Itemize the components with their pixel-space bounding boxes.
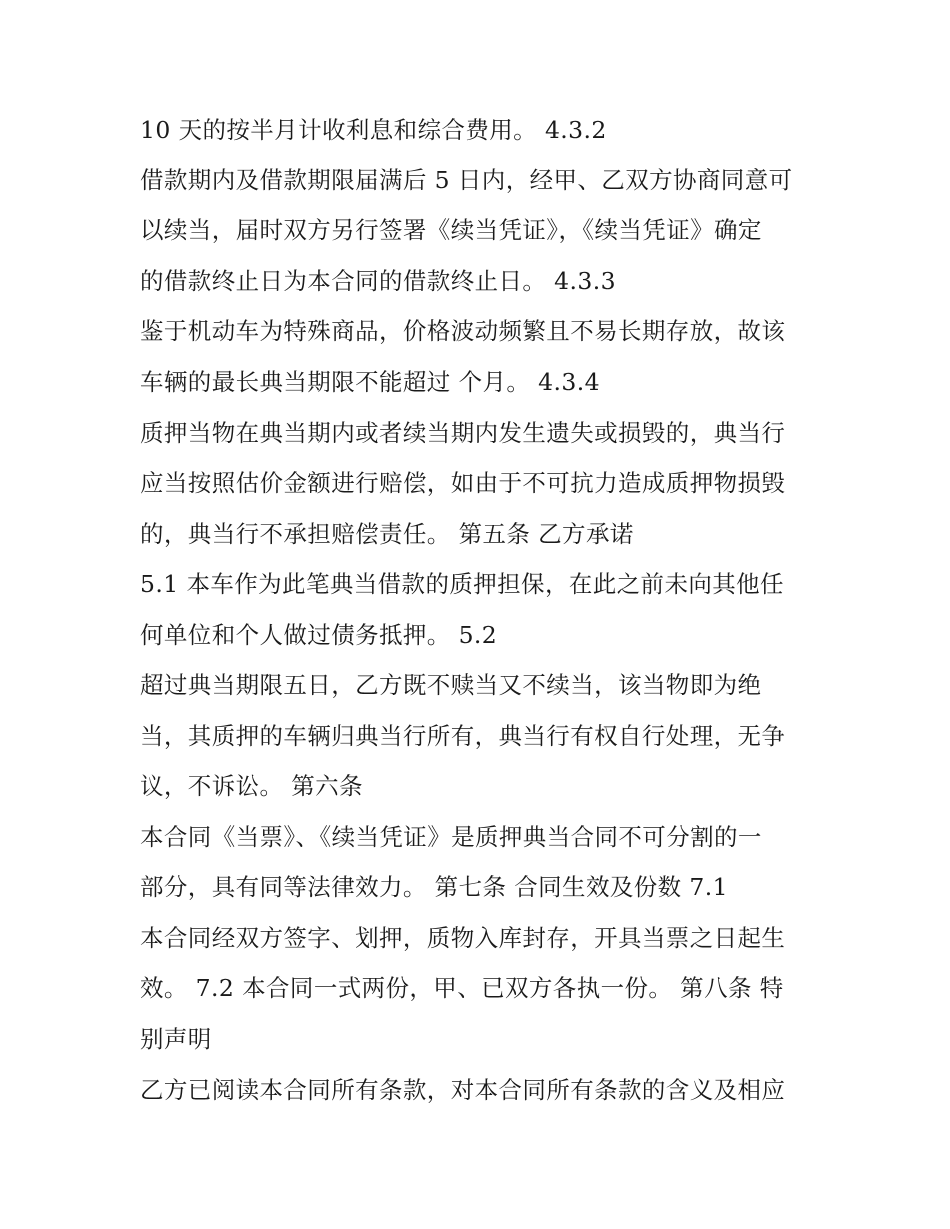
- text-line: 车辆的最长典当期限不能超过 个月。 4.3.4: [140, 368, 600, 396]
- text-line: 乙方已阅读本合同所有条款，对本合同所有条款的含义及相应: [140, 1076, 786, 1104]
- text-line: 应当按照估价金额进行赔偿，如由于不可抗力造成质押物损毁: [140, 469, 786, 497]
- text-line: 议，不诉讼。 第六条: [140, 772, 363, 800]
- text-line: 10 天的按半月计收利息和综合费用。 4.3.2: [140, 116, 607, 144]
- text-line: 的借款终止日为本合同的借款终止日。 4.3.3: [140, 267, 616, 295]
- text-line: 本合同《当票》、《续当凭证》是质押典当合同不可分割的一: [140, 823, 762, 851]
- text-line: 效。 7.2 本合同一式两份，甲、已双方各执一份。 第八条 特: [140, 974, 784, 1002]
- text-line: 本合同经双方签字、划押，质物入库封存，开具当票之日起生: [140, 924, 786, 952]
- text-line: 质押当物在典当期内或者续当期内发生遗失或损毁的，典当行: [140, 419, 786, 447]
- text-line: 5.1 本车作为此笔典当借款的质押担保，在此之前未向其他任: [140, 570, 784, 598]
- text-line: 部分，具有同等法律效力。 第七条 合同生效及份数 7.1: [140, 873, 728, 901]
- text-line: 借款期内及借款期限届满后 5 日内，经甲、乙双方协商同意可: [140, 166, 793, 194]
- text-line: 鉴于机动车为特殊商品，价格波动频繁且不易长期存放，故该: [140, 317, 786, 345]
- text-line: 超过典当期限五日，乙方既不赎当又不续当，该当物即为绝: [140, 671, 762, 699]
- text-line: 的，典当行不承担赔偿责任。 第五条 乙方承诺: [140, 520, 634, 548]
- text-line: 以续当，届时双方另行签署《续当凭证》，《续当凭证》确定: [140, 216, 762, 244]
- text-line: 别声明: [140, 1025, 212, 1053]
- text-line: 何单位和个人做过债务抵押。 5.2: [140, 621, 498, 649]
- text-line: 当，其质押的车辆归典当行所有，典当行有权自行处理，无争: [140, 722, 786, 750]
